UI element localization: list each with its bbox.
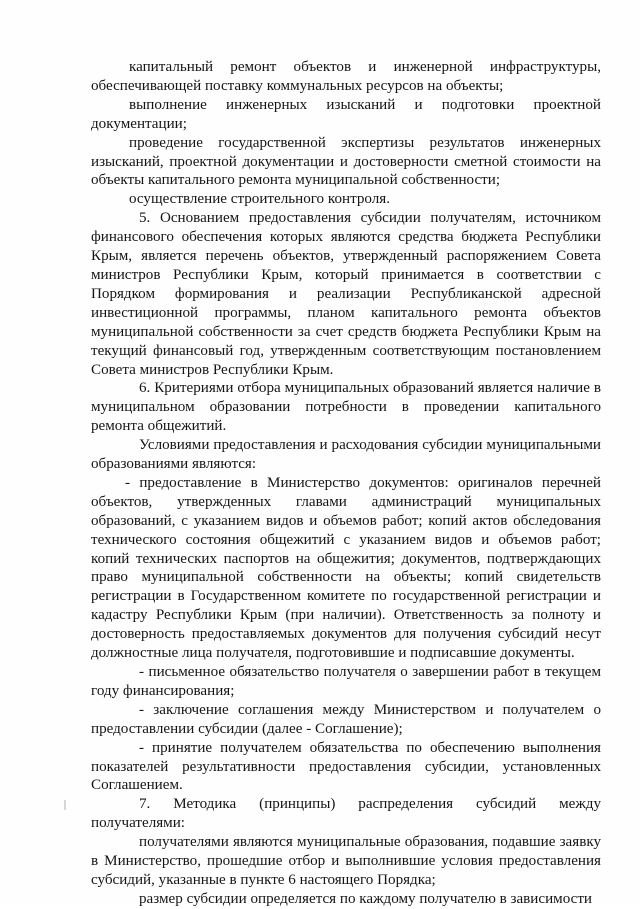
- paragraph-item-6: 6. Критериями отбора муниципальных образований является наличие в муниципальном образовании потребности в проведении капитального ремонта общежитий.: [91, 380, 601, 435]
- document-body: [91, 58, 601, 909]
- paragraph-performance-obligation: - принятие получателем обязательства по обеспечению выполнения показателей результативности предоставления субсидии, установленных Соглашением.: [91, 739, 601, 794]
- paragraph-subsidy-size: размер субсидии определяется по каждому получателю в зависимости: [139, 890, 593, 907]
- paragraph-construction-control: осуществление строительного контроля.: [129, 191, 390, 208]
- paragraph-engineering-surveys: выполнение инженерных изысканий и подготовки проектной документации;: [91, 96, 601, 132]
- paragraph-state-expertise: проведение государственной экспертизы результатов инженерных изысканий, проектной документации и достоверности сметной стоимости на объекты капитального ремонта муниципальной собственности;: [91, 134, 601, 189]
- paragraph-conditions: Условиями предоставления и расходования субсидии муниципальными образованиями являются:: [91, 437, 601, 473]
- paragraph-documents: - предоставление в Министерство документов: оригиналов перечней объектов, утвержденных главами администраций муниципальных образований, с указанием видов и объемов работ; копий актов обследования технического состояния общежитий с указанием видов и объемов работ; копий технических паспортов на общежития; документов, подтверждающих право муниципальной собственности на объекты; копий свидетельств регистрации в Государственном комитете по государственной регистрации и кадастру Республики Крым (при наличии). Ответственность за полноту и достоверность предоставляемых документов для получения субсидий несут должностные лица получателя, подготовившие и подписавшие документы.: [91, 474, 601, 662]
- paragraph-written-obligation: - письменное обязательство получателя о завершении работ в текущем году финансирования;: [91, 664, 601, 699]
- paragraph-capital-repair: капитальный ремонт объектов и инженерной инфраструктуры, обеспечивающей поставку коммунальных ресурсов на объекты;: [91, 59, 601, 94]
- paragraph-item-7: 7. Методика (принципы) распределения субсидий между получателями:: [91, 796, 601, 832]
- paragraph-agreement: - заключение соглашения между Министерством и получателем о предоставлении субсидии (далее - Соглашение);: [91, 701, 601, 737]
- paragraph-recipients: получателями являются муниципальные образования, подавшие заявку в Министерство, прошедшие отбор и выполнившие условия предоставления субсидий, указанные в пункте 6 настоящего Порядка;: [91, 834, 601, 888]
- paragraph-item-5: 5. Основанием предоставления субсидии получателям, источником финансового обеспечения которых являются средства бюджета Республики Крым, является перечень объектов, утвержденный распоряжением Совета министров Республики Крым, который принимается в соответствии с Порядком формирования и реализации Республиканской адресной инвестиционной программы, планом капитального ремонта объектов муниципальной собственности за счет средств бюджета Республики Крым на текущий финансовый год, утвержденным соответствующим постановлением Совета министров Республики Крым.: [91, 210, 601, 378]
- scan-mark: [64, 800, 66, 810]
